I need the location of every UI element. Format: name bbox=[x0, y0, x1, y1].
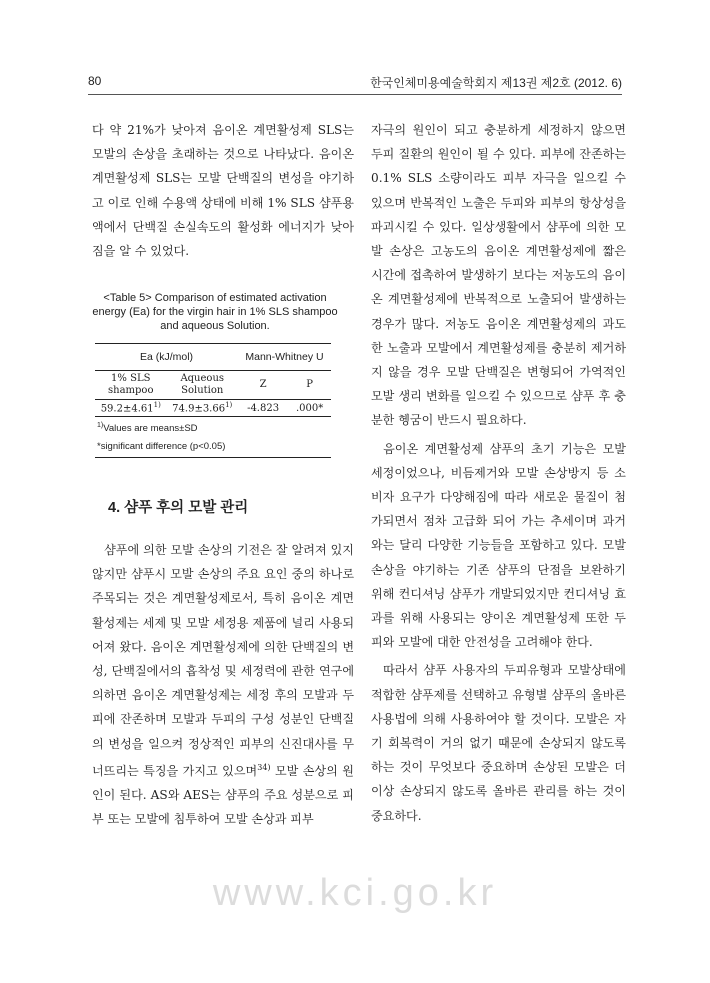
aqueous-footnote-mark: 1) bbox=[225, 401, 233, 410]
table-caption: <Table 5> Comparison of estimated activation energy (Ea) for the virgin hair in 1% SLS shampoo and aqueous Solution. bbox=[92, 292, 338, 332]
header-mann-whitney: Mann-Whitney U bbox=[238, 344, 331, 371]
right-paragraph-1: 자극의 원인이 되고 충분하게 세정하지 않으면 두피 질환의 원인이 될 수 있다. 피부에 잔존하는 0.1% SLS 소량이라도 피부 자극을 일으킬 수 있으며 반복적인 노출은 두피와 피부의 항상성을 파괴시킬 수 있다. 일상생활에서 샴푸에 의한 모발 손상은 고농도의 음이온 계면활성제에 짧은 시간에 접촉하여 발생하기 보다는 저농도의 음이온 계면활성제에 반복적으로 노출되어 발생하는 경우가 많다. 저농도 음이온 계면활성제의 과도한 노출과 모발에서 계면활성제를 충분히 제거하지 않을 경우 모발 단백질은 변형되어 가역적인 모발 생리 변화를 일으킬 수 있으므로 샴푸 후 충분한 헹굼이 반드시 필요하다. bbox=[371, 123, 626, 428]
header-aqueous-line2: Solution bbox=[181, 385, 224, 396]
left-paragraph-2-part2: 모발 손상의 원인이 된다. AS와 AES는 샴푸의 주요 성분으로 피부 또는 모발에 침투하여 모발 손상과 피부 bbox=[92, 763, 354, 827]
section-heading: 4. 샴푸 후의 모발 관리 bbox=[108, 500, 249, 516]
table-note-2: *significant difference (p<0.05) bbox=[97, 441, 226, 452]
header-sls-line1: 1% SLS bbox=[111, 373, 151, 384]
note-1-text: Values are means±SD bbox=[103, 423, 198, 435]
header-aqueous-solution bbox=[166, 371, 237, 400]
journal-running-head: 한국인체미용예술학회지 제13권 제2호 (2012. 6) bbox=[370, 76, 622, 90]
header-z: Z bbox=[238, 371, 288, 400]
cell-sls-value bbox=[95, 400, 166, 417]
table-note-1 bbox=[97, 422, 198, 434]
table-header-row-2 bbox=[95, 371, 331, 400]
header-rule bbox=[88, 94, 622, 95]
header-ea: Ea (kJ/mol) bbox=[95, 344, 238, 371]
table-row bbox=[95, 400, 331, 417]
note-1-mark: 1) bbox=[97, 422, 104, 429]
cell-z-value: -4.823 bbox=[238, 400, 288, 417]
aqueous-value-text: 74.9±3.66 bbox=[172, 403, 226, 415]
right-column bbox=[371, 118, 626, 828]
left-paragraph-1: 다 약 21%가 낮아져 음이온 계면활성제 SLS는 모발의 손상을 초래하는 것으로 나타났다. 음이온 계면활성제 SLS는 모발 단백질의 변성을 야기하고 이로 인해 수용액 상태에 비해 1% SLS 샴푸용액에서 단백질 손실속도의 활성화 에너지가 낮아짐을 알 수 있었다. bbox=[92, 123, 354, 259]
left-paragraph-2 bbox=[92, 538, 354, 831]
header-sls-line2: shampoo bbox=[108, 385, 154, 396]
header-p: P bbox=[288, 371, 331, 400]
header-aqueous-line1: Aqueous bbox=[180, 373, 225, 384]
sls-footnote-mark: 1) bbox=[153, 401, 161, 410]
left-column-top bbox=[92, 118, 354, 263]
left-column-bottom bbox=[92, 538, 354, 831]
cell-p-value: .000* bbox=[288, 400, 331, 417]
left-paragraph-2-part1: 샴푸에 의한 모발 손상의 기전은 잘 알려져 있지 않지만 샴푸시 모발 손상의 주요 요인 중의 하나로 주목되는 것은 계면활성제로서, 특히 음이온 계면활성제는 세제 및 모발 세정용 제품에 널리 사용되어져 왔다. 음이온 계면활성제에 의한 단백질의 변성, 단백질에서의 흡착성 및 세정력에 관한 연구에 의하면 음이온 계면활성제는 세정 후의 모발과 두피에 잔존하며 모발과 두피의 구성 성분인 단백질의 변성을 일으켜 정상적인 피부의 신진대사를 무너뜨리는 특징을 가지고 있으며 bbox=[92, 543, 354, 778]
kci-watermark: www.kci.go.kr bbox=[212, 872, 498, 914]
header-sls-shampoo bbox=[95, 371, 166, 400]
right-paragraph-2: 음이온 계면활성제 샴푸의 초기 기능은 모발 세정이었으나, 비듬제거와 모발 손상방지 등 소비자 요구가 다양해짐에 따라 새로운 물질이 첨가되면서 점차 고급화 되어 가는 추세이며 과거와는 달리 다양한 기능들을 포함하고 있다. 모발 손상을 야기하는 기존 샴푸의 단점을 보완하기 위해 컨디셔닝 샴푸가 개발되었지만 컨디셔닝 효과를 위해 사용되는 양이온 계면활성제 또한 두피와 모발에 대한 안전성을 고려해야 한다. bbox=[371, 441, 626, 650]
cell-aqueous-value bbox=[166, 400, 237, 417]
right-paragraph-3: 따라서 샴푸 사용자의 두피유형과 모발상태에 적합한 샴푸제를 선택하고 유형별 샴푸의 올바른 사용법에 의해 사용하여야 할 것이다. 모발은 자기 회복력이 거의 없기 때문에 손상되지 않도록 하는 것이 무엇보다 중요하며 손상된 모발은 더 이상 손상되지 않도록 올바른 관리를 하는 것이 중요하다. bbox=[371, 663, 626, 823]
activation-energy-table bbox=[95, 343, 331, 417]
table-header-row-1 bbox=[95, 344, 331, 371]
page-number: 80 bbox=[88, 74, 102, 88]
reference-34: 34) bbox=[257, 762, 271, 772]
sls-value-text: 59.2±4.61 bbox=[100, 403, 154, 415]
table-bottom-rule bbox=[95, 457, 331, 458]
